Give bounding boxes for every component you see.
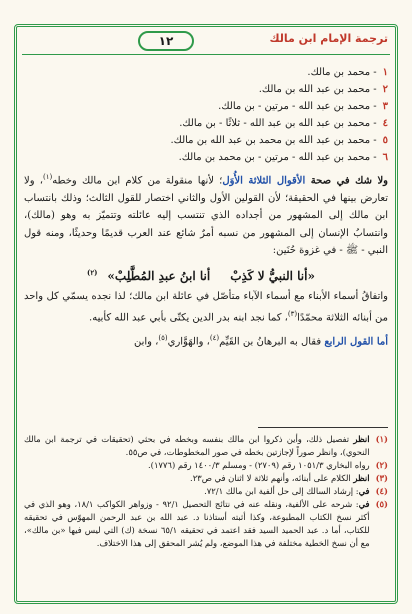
- paragraph-first-three-sayings: ولا شك في صحة الأقوال الثلاثة الأُوَل؛ لأنها منقولة من كلام ابن مالك وخطه$^{(١)}$، ولا تعارض بينها في الحقيقة؛ لأن القولين الأول والثاني اختصار للقول الثالث؛ وذلك بانتساب ابن مالك إلى المشهور من أجداده الذي تنتسب إليه عائلته وتتميّز به وهو (مالك)، وانتسابُ الإنسان إلى المشهور من نسبه أمرٌ شائع عند العرب قديمًا وحديثًا، ومنه قول النبي - ﷺ - في غزوة حُنَين:: [24, 173, 389, 257]
- list-item: ٣- محمد بن عبد الله - مرتين - بن مالك.: [218, 101, 388, 112]
- list-item: ٢- محمد بن عبد الله بن مالك.: [258, 84, 388, 95]
- header-rule: [22, 54, 390, 55]
- footnote-ref[interactable]: (٥): [158, 333, 168, 342]
- list-item: ٦- محمد بن عبد الله - مرتين - بن محمد بن مالك.: [178, 152, 388, 163]
- footnote-ref[interactable]: (٤): [209, 333, 220, 342]
- page-number: ١٢: [138, 31, 194, 51]
- running-title: ترجمة الإمام ابن مالك: [269, 32, 388, 45]
- footnote: (٥) في: شرحه على الألفية، ونقله عنه في نتائج التحصيل ٩٢/١ - وزواهر الكواكب ١٨/١، وهو الذي في أكثر نسخ الكتاب المطبوعة، وكذا أثبته أستاذنا د. عبد الله بن عبد الرحمن المهوّس في تحقيقه للكتاب، أما د. عبد الحميد السيد فقد اعتمد في تحقيقه ٦٥/١ نسخة (ك) التي ليس فيها «بن مالك»، مع أن نسخ الخطية مختلفة في هذا الموضع، ولم يُشر المحقق إلى هذا الاختلاف.: [24, 499, 388, 548]
- paragraph-names-agreement: واتفاقُ أسماء الأبناء مع أسماء الآباء متأصّل في عائلة ابن مالك؛ لذا نجده يسمّي كل واحد من أبنائه الثلاثة محمّدًا$^{(٣)}$، كما نجد ابنه بدر الدين يكتّى بأبي عبد الله كأبيه.: [24, 291, 388, 324]
- footnote-ref[interactable]: (٢): [87, 267, 98, 277]
- paragraph-fourth-saying: أما القول الرابع فقال به البرهانُ بن القَيِّم$^{(٤)}$، والهَوَّاري$^{(٥)}$، وابن: [133, 333, 388, 347]
- footnotes-rule: [258, 427, 388, 428]
- name-variants-list: [24, 64, 388, 166]
- page-header: [14, 30, 398, 56]
- footnote-ref[interactable]: (٣): [287, 309, 298, 318]
- footnotes: [24, 433, 388, 550]
- footnote: (٣) انظر الكلام على أبنائه، وأنهم ثلاثة لا اثنان في ص٢٣.: [190, 473, 388, 483]
- footnote-ref[interactable]: (١): [42, 173, 53, 181]
- main-text: [24, 64, 388, 350]
- hadith-verse: «أنا النبيُّ لا كَذِبْأنا ابنُ عبدِ المُطَّلِبْ»$^{(٢)}$: [87, 267, 315, 283]
- footnote: (٤) في: إرشاد السالك إلى حل ألفية ابن مالك ٧٢/١.: [204, 486, 388, 496]
- list-item: ٥- محمد بن عبد الله بن محمد بن عبد الله بن مالك.: [170, 135, 388, 146]
- list-item: ٤- محمد بن عبد الله بن عبد الله - ثلاثًا - بن مالك.: [179, 118, 388, 129]
- footnote: (١) انظر تفصيل ذلك، وأين ذكروا ابن مالك بنفسه وبخطه في بحثي (تحقيقات في ترجمة ابن مالك النحوي)، وانظر صوراً لإجازتين بخطه في صور المخطوطات، في ص٥٥.: [24, 434, 388, 457]
- footnote: (٢) رواه البخاري ١٠٥١/٣ رقم (٢٧٠٩) - ومسلم ١٤٠٠/٣ رقم (١٧٧٦).: [148, 460, 388, 470]
- list-item: ١- محمد بن مالك.: [307, 67, 388, 78]
